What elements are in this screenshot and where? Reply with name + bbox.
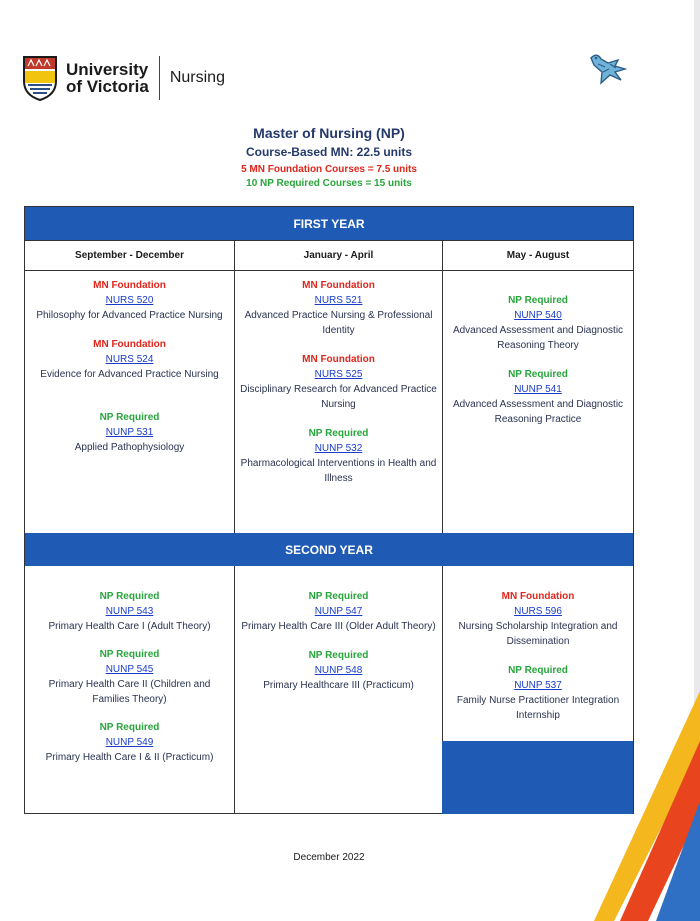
course-block: [239, 648, 438, 693]
university-line2: of Victoria: [66, 77, 149, 96]
course-name: Primary Health Care II (Children and Families Theory): [48, 679, 211, 705]
university-logo: [22, 54, 242, 102]
course-category: NP Required: [308, 591, 369, 602]
course-code-link[interactable]: NUNP 540: [514, 310, 562, 321]
course-name: Disciplinary Research for Advanced Practice Nursing: [240, 384, 437, 410]
second-year-fall-courses: [29, 589, 230, 779]
footer-date: December 2022: [293, 852, 365, 863]
department-name: Nursing: [169, 69, 225, 86]
course-name: Primary Health Care III (Older Adult Theory): [241, 621, 436, 632]
first-year-summer-courses: [447, 293, 629, 441]
bird-icon: [588, 50, 628, 88]
course-category: NP Required: [308, 428, 369, 439]
course-block: [29, 589, 230, 634]
course-name: Family Nurse Practitioner Integration Internship: [456, 695, 620, 721]
course-block: [29, 647, 230, 707]
term-heading-jan-apr: January - April: [303, 250, 374, 261]
program-title: Master of Nursing (NP): [253, 125, 405, 141]
course-code-link[interactable]: NUNP 549: [105, 737, 154, 748]
course-block: [239, 278, 438, 338]
course-category: MN Foundation: [501, 591, 575, 602]
course-code-link[interactable]: NUNP 543: [105, 606, 154, 617]
second-year-band: SECOND YEAR: [25, 533, 633, 566]
course-name: Advanced Assessment and Diagnostic Reasoning Theory: [452, 325, 624, 351]
grid-line: [25, 270, 633, 271]
course-code-link[interactable]: NUNP 541: [514, 384, 562, 395]
required-summary: 10 NP Required Courses = 15 units: [246, 178, 412, 189]
second-year-winter-courses: [239, 589, 438, 707]
course-name: Primary Health Care I & II (Practicum): [45, 752, 214, 763]
course-code-link[interactable]: NUNP 545: [105, 664, 154, 675]
course-block: [29, 278, 230, 323]
column-divider: [442, 240, 443, 533]
course-name: Applied Pathophysiology: [74, 442, 185, 453]
course-code-link[interactable]: NURS 520: [105, 295, 154, 306]
course-category: MN Foundation: [93, 339, 166, 350]
course-category: MN Foundation: [302, 280, 375, 291]
course-block: [29, 337, 230, 382]
course-block: [447, 663, 629, 723]
course-category: NP Required: [99, 649, 160, 660]
crest-icon: [22, 55, 58, 101]
course-block: [29, 720, 230, 765]
course-block: [447, 589, 629, 649]
course-name: Primary Healthcare III (Practicum): [263, 680, 414, 691]
course-block: [239, 589, 438, 634]
course-category: NP Required: [508, 369, 568, 380]
grid-line: [25, 240, 633, 241]
course-category: MN Foundation: [93, 280, 166, 291]
logo-divider: [159, 56, 160, 100]
course-category: NP Required: [99, 412, 160, 423]
course-code-link[interactable]: NUNP 548: [314, 665, 363, 676]
course-code-link[interactable]: NURS 524: [105, 354, 154, 365]
course-code-link[interactable]: NURS 596: [514, 606, 562, 617]
course-code-link[interactable]: NUNP 531: [105, 427, 154, 438]
column-divider: [234, 240, 235, 533]
course-name: Philosophy for Advanced Practice Nursing: [36, 310, 223, 321]
course-block: [447, 367, 629, 427]
course-code-link[interactable]: NUNP 547: [314, 606, 363, 617]
first-year-fall-courses: [29, 278, 230, 469]
term-heading-sep-dec: September - December: [75, 250, 184, 261]
course-category: NP Required: [508, 295, 568, 306]
course-name: Advanced Practice Nursing & Professional Identity: [244, 310, 433, 336]
course-category: NP Required: [508, 665, 568, 676]
course-name: Primary Health Care I (Adult Theory): [48, 621, 211, 632]
course-category: MN Foundation: [302, 354, 375, 365]
course-name: Advanced Assessment and Diagnostic Reasoning Practice: [452, 399, 624, 425]
course-block: [29, 410, 230, 455]
course-category: NP Required: [99, 722, 160, 733]
course-code-link[interactable]: NUNP 532: [314, 443, 363, 454]
course-block: [447, 293, 629, 353]
course-grid: [24, 206, 634, 814]
course-category: NP Required: [308, 650, 369, 661]
term-heading-may-aug: May - August: [506, 250, 570, 261]
course-block: [239, 426, 438, 486]
course-name: Evidence for Advanced Practice Nursing: [40, 369, 219, 380]
empty-cell-fill: [442, 741, 633, 814]
course-name: Pharmacological Interventions in Health and Illness: [240, 458, 437, 484]
university-line1: University: [66, 60, 149, 79]
course-code-link[interactable]: NURS 525: [314, 369, 363, 380]
course-block: [239, 352, 438, 412]
course-category: NP Required: [99, 591, 160, 602]
column-divider: [234, 566, 235, 814]
foundation-summary: 5 MN Foundation Courses = 7.5 units: [241, 164, 417, 175]
course-code-link[interactable]: NUNP 537: [514, 680, 562, 691]
course-name: Nursing Scholarship Integration and Dissemination: [458, 621, 618, 647]
program-subtitle: Course-Based MN: 22.5 units: [245, 145, 413, 159]
second-year-summer-courses: [447, 589, 629, 737]
first-year-band: FIRST YEAR: [25, 207, 633, 240]
course-code-link[interactable]: NURS 521: [314, 295, 363, 306]
first-year-winter-courses: [239, 278, 438, 500]
university-name: [66, 61, 149, 95]
